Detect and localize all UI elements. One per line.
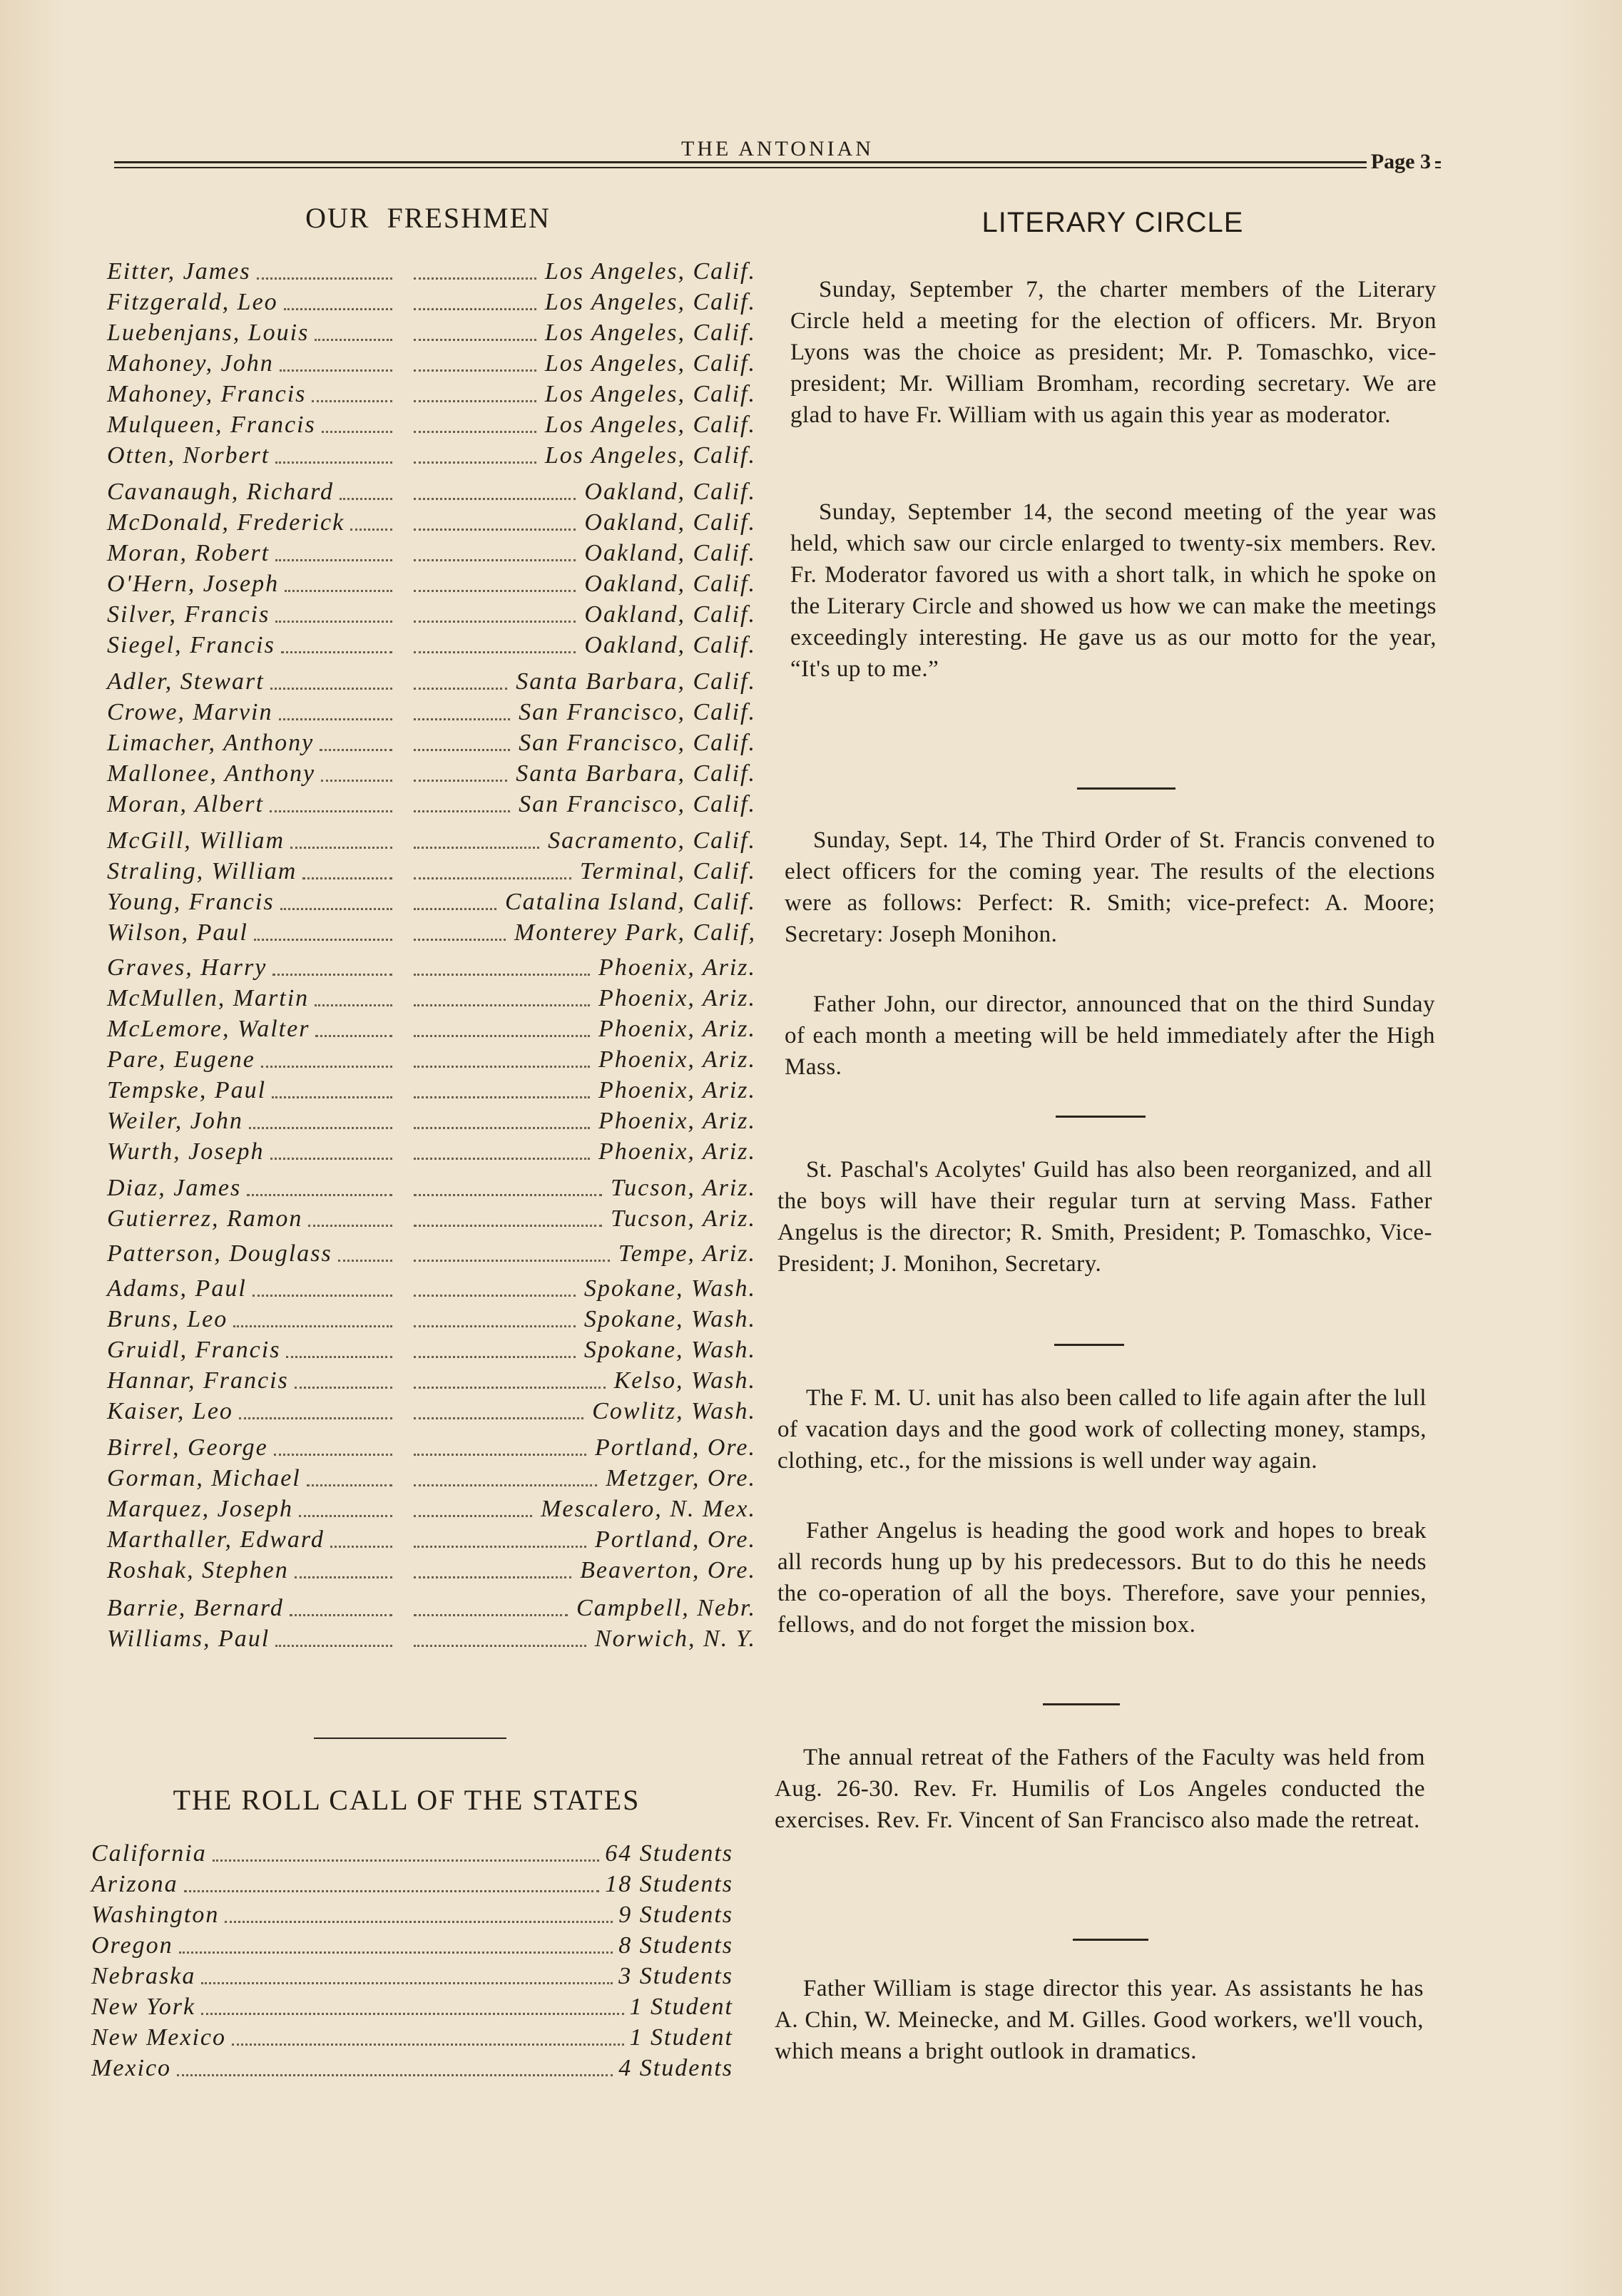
leader-dots bbox=[414, 1356, 576, 1358]
freshman-row bbox=[107, 1138, 756, 1169]
freshman-name: Otten, Norbert bbox=[107, 442, 270, 469]
leader-dots bbox=[307, 1484, 392, 1486]
leader-dots bbox=[414, 780, 507, 782]
leader-dots bbox=[285, 590, 392, 592]
publication-title bbox=[114, 137, 1441, 161]
freshman-name: Adams, Paul bbox=[107, 1275, 247, 1302]
freshman-hometown: Terminal, Calif. bbox=[577, 858, 756, 885]
freshman-hometown: Phoenix, Ariz. bbox=[596, 1077, 756, 1104]
freshman-row bbox=[107, 1626, 756, 1656]
state-name: California bbox=[91, 1840, 207, 1867]
freshman-name: Mallonee, Anthony bbox=[107, 760, 316, 787]
leader-dots bbox=[350, 529, 392, 531]
freshman-hometown: Los Angeles, Calif. bbox=[542, 442, 756, 469]
freshman-name: Gorman, Michael bbox=[107, 1465, 301, 1491]
leader-dots bbox=[414, 1225, 602, 1227]
leader-dots bbox=[315, 1004, 392, 1006]
leader-dots bbox=[286, 1356, 392, 1358]
leader-dots bbox=[281, 651, 392, 653]
roll-call-heading: THE ROLL CALL OF THE STATES bbox=[173, 1784, 641, 1816]
leader-dots bbox=[414, 847, 539, 849]
freshman-name: Graves, Harry bbox=[107, 954, 267, 981]
state-row bbox=[91, 1871, 733, 1902]
freshman-row bbox=[107, 381, 756, 412]
leader-dots bbox=[312, 400, 392, 402]
running-header bbox=[114, 137, 1441, 180]
freshman-hometown: Tempe, Ariz. bbox=[616, 1240, 756, 1267]
freshman-name: Cavanaugh, Richard bbox=[107, 479, 335, 505]
leader-dots bbox=[414, 277, 536, 280]
freshman-name: Weiler, John bbox=[107, 1108, 243, 1134]
freshman-name: Wurth, Joseph bbox=[107, 1138, 265, 1165]
leader-dots bbox=[295, 1387, 392, 1389]
freshman-name: McMullen, Martin bbox=[107, 985, 310, 1011]
freshman-hometown: Los Angeles, Calif. bbox=[542, 320, 756, 347]
fmu-paragraph: The F. M. U. unit has also been called to life again after the lull of vacation days and the good work of collecting money, stamps, clothing, etc., for the missions is well under way again. bbox=[777, 1385, 1427, 1474]
freshman-hometown: Oakland, Calif. bbox=[581, 632, 756, 659]
freshman-hometown: Phoenix, Ariz. bbox=[596, 1108, 756, 1135]
freshman-row bbox=[107, 1337, 756, 1367]
leader-dots bbox=[414, 749, 510, 751]
leader-dots bbox=[290, 847, 392, 849]
freshman-hometown: Catalina Island, Calif. bbox=[502, 889, 756, 916]
freshman-hometown: Los Angeles, Calif. bbox=[542, 412, 756, 439]
freshman-row bbox=[107, 442, 756, 473]
literary-circle-heading: LITERARY CIRCLE bbox=[981, 207, 1244, 238]
leader-dots bbox=[247, 1194, 392, 1196]
state-row bbox=[91, 2024, 733, 2055]
freshman-name: Straling, William bbox=[107, 858, 297, 884]
leader-dots bbox=[414, 877, 571, 879]
page-number: Page 3 bbox=[1367, 150, 1435, 174]
freshman-hometown: Spokane, Wash. bbox=[581, 1337, 756, 1364]
freshman-row bbox=[107, 1398, 756, 1429]
leader-dots bbox=[290, 1614, 392, 1616]
leader-dots bbox=[239, 1417, 392, 1419]
freshman-name: Eitter, James bbox=[107, 258, 251, 285]
freshman-row bbox=[107, 601, 756, 632]
leader-dots bbox=[201, 1982, 613, 1984]
student-count: 64 Students bbox=[605, 1840, 733, 1867]
freshman-row bbox=[107, 1306, 756, 1337]
state-row bbox=[91, 1963, 733, 1994]
leader-dots bbox=[414, 308, 536, 310]
leader-dots bbox=[414, 1484, 597, 1486]
freshman-hometown: Oakland, Calif. bbox=[581, 479, 756, 506]
freshman-name: O'Hern, Joseph bbox=[107, 571, 280, 597]
freshman-row bbox=[107, 699, 756, 730]
freshman-row bbox=[107, 1275, 756, 1306]
publication-title-text: THE ANTONIAN bbox=[670, 137, 885, 160]
third-order-paragraph: Sunday, Sept. 14, The Third Order of St. Francis convened to elect officers for the coming year. The results of the elections were as follows: Perfect: R. Smith; vice-prefect: A. Moore; Secretary: Joseph Monihon. bbox=[785, 827, 1435, 947]
leader-dots bbox=[414, 1515, 532, 1517]
leader-dots bbox=[414, 431, 536, 433]
freshman-name: Moran, Albert bbox=[107, 791, 264, 817]
freshman-name: Tempske, Paul bbox=[107, 1077, 267, 1103]
state-row bbox=[91, 1902, 733, 1932]
freshman-name: McLemore, Walter bbox=[107, 1016, 310, 1042]
freshman-hometown: Metzger, Ore. bbox=[603, 1465, 756, 1492]
leader-dots bbox=[270, 1158, 392, 1160]
leader-dots bbox=[315, 1035, 392, 1037]
leader-dots bbox=[254, 939, 392, 941]
leader-dots bbox=[315, 339, 392, 341]
freshman-name: Crowe, Marvin bbox=[107, 699, 273, 725]
freshman-name: McGill, William bbox=[107, 827, 285, 854]
leader-dots bbox=[414, 651, 576, 653]
freshman-row bbox=[107, 540, 756, 571]
freshman-name: Roshak, Stephen bbox=[107, 1557, 289, 1583]
leader-dots bbox=[275, 621, 392, 623]
freshman-hometown: Phoenix, Ariz. bbox=[596, 1046, 756, 1073]
freshman-hometown: Los Angeles, Calif. bbox=[542, 381, 756, 408]
freshman-row bbox=[107, 985, 756, 1016]
leader-dots bbox=[275, 1645, 392, 1647]
leader-dots bbox=[299, 1515, 392, 1517]
freshman-row bbox=[107, 258, 756, 289]
freshman-row bbox=[107, 889, 756, 919]
freshman-row bbox=[107, 1205, 756, 1236]
leader-dots bbox=[270, 810, 392, 812]
freshman-name: Fitzgerald, Leo bbox=[107, 289, 278, 315]
freshman-name: Siegel, Francis bbox=[107, 632, 275, 658]
freshman-name: Williams, Paul bbox=[107, 1626, 270, 1652]
state-name: Oregon bbox=[91, 1932, 173, 1959]
freshman-name: Mahoney, John bbox=[107, 350, 274, 377]
leader-dots bbox=[340, 498, 392, 500]
leader-dots bbox=[414, 1004, 590, 1006]
freshman-hometown: Spokane, Wash. bbox=[581, 1275, 756, 1302]
freshman-hometown: Sacramento, Calif. bbox=[545, 827, 756, 854]
leader-dots bbox=[414, 1127, 590, 1129]
freshman-name: Birrel, George bbox=[107, 1434, 268, 1461]
freshman-row bbox=[107, 289, 756, 320]
freshman-hometown: Phoenix, Ariz. bbox=[596, 954, 756, 981]
freshman-name: Marquez, Joseph bbox=[107, 1496, 294, 1522]
leader-dots bbox=[414, 810, 510, 812]
freshman-row bbox=[107, 791, 756, 822]
third-order-meeting-paragraph: Father John, our director, announced that on the third Sunday of each month a meeting will be held immediately after the High Mass. bbox=[785, 991, 1435, 1080]
freshman-hometown: San Francisco, Calif. bbox=[516, 699, 756, 726]
fmu-appeal-paragraph: Father Angelus is heading the good work and hopes to break all records hung up by his predecessors. But to do this he needs the co-operation of all the boys. Therefore, save your pennies, fellows, and do not forget the mission box. bbox=[777, 1518, 1427, 1638]
student-count: 18 Students bbox=[605, 1871, 733, 1897]
freshman-row bbox=[107, 1016, 756, 1046]
leader-dots bbox=[233, 1325, 392, 1327]
freshman-name: Marthaller, Edward bbox=[107, 1526, 325, 1553]
leader-dots bbox=[414, 1645, 586, 1647]
freshman-hometown: Campbell, Nebr. bbox=[573, 1595, 756, 1622]
freshman-hometown: Portland, Ore. bbox=[592, 1526, 756, 1553]
freshman-name: Kaiser, Leo bbox=[107, 1398, 233, 1424]
state-name: Nebraska bbox=[91, 1963, 196, 1989]
freshman-hometown: Phoenix, Ariz. bbox=[596, 1016, 756, 1043]
freshman-row bbox=[107, 1434, 756, 1465]
freshman-row bbox=[107, 632, 756, 663]
freshmen-list bbox=[107, 258, 756, 1656]
freshman-row bbox=[107, 350, 756, 381]
leader-dots bbox=[414, 1387, 606, 1389]
freshman-name: Limacher, Anthony bbox=[107, 730, 315, 756]
freshman-name: Patterson, Douglass bbox=[107, 1240, 332, 1267]
freshman-hometown: Phoenix, Ariz. bbox=[596, 985, 756, 1012]
freshman-row bbox=[107, 1465, 756, 1496]
header-rule-bottom bbox=[114, 167, 1441, 168]
freshmen-heading: OUR FRESHMEN bbox=[305, 202, 551, 234]
freshman-row bbox=[107, 858, 756, 889]
state-name: Mexico bbox=[91, 2055, 172, 2081]
leader-dots bbox=[272, 974, 392, 976]
freshman-hometown: Tucson, Ariz. bbox=[608, 1175, 756, 1202]
freshman-row bbox=[107, 479, 756, 509]
student-count: 1 Student bbox=[629, 2024, 733, 2051]
freshman-name: Luebenjans, Louis bbox=[107, 320, 310, 346]
freshman-hometown: Portland, Ore. bbox=[592, 1434, 756, 1461]
freshman-hometown: Oakland, Calif. bbox=[581, 540, 756, 567]
freshman-hometown: San Francisco, Calif. bbox=[516, 791, 756, 818]
acolytes-guild-paragraph: St. Paschal's Acolytes' Guild has also been reorganized, and all the boys will have their regular turn at serving Mass. Father Angelus is the director; R. Smith, President; P. Tomaschko, Vice-President; J. Monihon, Secretary. bbox=[777, 1157, 1432, 1277]
leader-dots bbox=[179, 1951, 613, 1954]
leader-dots bbox=[414, 461, 536, 464]
freshman-hometown: Santa Barbara, Calif. bbox=[513, 760, 756, 787]
leader-dots bbox=[414, 369, 536, 372]
leader-dots bbox=[414, 1546, 586, 1548]
leader-dots bbox=[414, 939, 506, 941]
leader-dots bbox=[257, 277, 392, 280]
leader-dots bbox=[330, 1546, 392, 1548]
freshman-hometown: Los Angeles, Calif. bbox=[542, 258, 756, 285]
student-count: 1 Student bbox=[629, 1994, 733, 2020]
leader-dots bbox=[249, 1127, 392, 1129]
freshman-hometown: Cowlitz, Wash. bbox=[589, 1398, 756, 1425]
student-count: 4 Students bbox=[618, 2055, 733, 2081]
leader-dots bbox=[414, 908, 496, 910]
leader-dots bbox=[414, 718, 510, 720]
freshman-hometown: Beaverton, Ore. bbox=[577, 1557, 756, 1584]
freshman-hometown: Oakland, Calif. bbox=[581, 571, 756, 598]
leader-dots bbox=[272, 1096, 392, 1098]
freshman-hometown: Phoenix, Ariz. bbox=[596, 1138, 756, 1165]
leader-dots bbox=[414, 1614, 568, 1616]
freshman-row bbox=[107, 668, 756, 699]
leader-dots bbox=[270, 688, 392, 690]
leader-dots bbox=[284, 308, 392, 310]
section-divider bbox=[1043, 1703, 1120, 1705]
leader-dots bbox=[177, 2074, 613, 2076]
leader-dots bbox=[322, 431, 392, 433]
freshman-row bbox=[107, 919, 756, 950]
leader-dots bbox=[280, 369, 392, 372]
leader-dots bbox=[414, 1158, 590, 1160]
leader-dots bbox=[414, 974, 590, 976]
leader-dots bbox=[308, 1225, 392, 1227]
leader-dots bbox=[414, 498, 576, 500]
section-divider bbox=[314, 1738, 506, 1739]
leader-dots bbox=[213, 1859, 599, 1862]
freshman-hometown: Oakland, Calif. bbox=[581, 601, 756, 628]
leader-dots bbox=[295, 1576, 392, 1578]
freshman-name: Gruidl, Francis bbox=[107, 1337, 281, 1363]
leader-dots bbox=[279, 718, 392, 720]
leader-dots bbox=[320, 749, 392, 751]
leader-dots bbox=[275, 461, 392, 464]
leader-dots bbox=[414, 400, 536, 402]
section-divider bbox=[1073, 1939, 1148, 1941]
section-divider bbox=[1054, 1344, 1124, 1346]
student-count: 9 Students bbox=[618, 1902, 733, 1928]
freshman-hometown: Monterey Park, Calif, bbox=[511, 919, 756, 947]
literary-paragraph-1: Sunday, September 7, the charter members of the Literary Circle held a meeting for the election of officers. Mr. Bryon Lyons was the choice as president; Mr. P. Tomaschko, vice-president; Mr. William Bromham, recording secretary. We are glad to have Fr. William with us again this year as moderator. bbox=[790, 277, 1437, 428]
freshman-name: Mulqueen, Francis bbox=[107, 412, 316, 438]
freshman-row bbox=[107, 1077, 756, 1108]
student-count: 3 Students bbox=[618, 1963, 733, 1989]
leader-dots bbox=[414, 1576, 571, 1578]
leader-dots bbox=[275, 559, 392, 561]
state-row bbox=[91, 2055, 733, 2086]
state-row bbox=[91, 1840, 733, 1871]
freshman-row bbox=[107, 1046, 756, 1077]
leader-dots bbox=[414, 339, 536, 341]
freshman-name: Adler, Stewart bbox=[107, 668, 265, 695]
leader-dots bbox=[414, 1066, 590, 1068]
leader-dots bbox=[414, 529, 576, 531]
leader-dots bbox=[232, 2044, 624, 2046]
freshman-row bbox=[107, 1595, 756, 1626]
freshman-name: McDonald, Frederick bbox=[107, 509, 345, 536]
leader-dots bbox=[414, 1295, 576, 1297]
freshman-row bbox=[107, 571, 756, 601]
freshman-hometown: Spokane, Wash. bbox=[581, 1306, 756, 1333]
freshman-row bbox=[107, 1496, 756, 1526]
state-row bbox=[91, 1994, 733, 2024]
freshman-row bbox=[107, 1108, 756, 1138]
leader-dots bbox=[280, 908, 392, 910]
freshman-hometown: Santa Barbara, Calif. bbox=[513, 668, 756, 695]
state-row bbox=[91, 1932, 733, 1963]
leader-dots bbox=[414, 1325, 576, 1327]
literary-paragraph-2: Sunday, September 14, the second meeting of the year was held, which saw our circle enlarged to twenty-six members. Rev. Fr. Moderator favored us with a short talk, in which he spoke on the Literary Circle and showed us how we can make the meetings exceedingly interesting. He gave us as our motto for the year, “It's up to me.” bbox=[790, 499, 1437, 682]
state-name: Washington bbox=[91, 1902, 220, 1928]
leader-dots bbox=[414, 559, 576, 561]
freshman-hometown: Tucson, Ariz. bbox=[608, 1205, 756, 1233]
dramatics-paragraph: Father William is stage director this year. As assistants he has A. Chin, W. Meinecke, and M. Gilles. Good workers, we'll vouch, which means a bright outlook in dramatics. bbox=[775, 1976, 1424, 2064]
freshman-name: Barrie, Bernard bbox=[107, 1595, 284, 1621]
leader-dots bbox=[338, 1260, 392, 1262]
leader-dots bbox=[414, 1260, 610, 1262]
roll-call-list bbox=[91, 1840, 733, 2086]
leader-dots bbox=[302, 877, 392, 879]
freshman-hometown: Los Angeles, Calif. bbox=[542, 289, 756, 316]
leader-dots bbox=[225, 1921, 613, 1923]
leader-dots bbox=[414, 1096, 590, 1098]
header-rule-top bbox=[114, 161, 1441, 163]
freshman-row bbox=[107, 412, 756, 442]
freshman-row bbox=[107, 760, 756, 791]
leader-dots bbox=[414, 621, 576, 623]
leader-dots bbox=[184, 1890, 599, 1892]
freshman-name: Gutierrez, Ramon bbox=[107, 1205, 303, 1232]
freshman-name: Moran, Robert bbox=[107, 540, 270, 566]
freshman-row bbox=[107, 1367, 756, 1398]
freshman-name: Diaz, James bbox=[107, 1175, 242, 1201]
leader-dots bbox=[414, 1194, 602, 1196]
freshman-row bbox=[107, 730, 756, 760]
freshman-row bbox=[107, 1557, 756, 1588]
freshman-name: Bruns, Leo bbox=[107, 1306, 228, 1332]
freshman-row bbox=[107, 320, 756, 350]
leader-dots bbox=[414, 688, 507, 690]
freshman-hometown: Los Angeles, Calif. bbox=[542, 350, 756, 377]
freshman-name: Pare, Eugene bbox=[107, 1046, 255, 1073]
student-count: 8 Students bbox=[618, 1932, 733, 1959]
freshman-name: Young, Francis bbox=[107, 889, 275, 915]
section-divider bbox=[1056, 1116, 1146, 1118]
freshman-row bbox=[107, 1175, 756, 1205]
freshman-hometown: San Francisco, Calif. bbox=[516, 730, 756, 757]
freshman-hometown: Oakland, Calif. bbox=[581, 509, 756, 536]
freshman-row bbox=[107, 1526, 756, 1557]
leader-dots bbox=[414, 590, 576, 592]
freshman-hometown: Kelso, Wash. bbox=[611, 1367, 756, 1394]
freshman-row bbox=[107, 954, 756, 985]
leader-dots bbox=[414, 1035, 590, 1037]
freshman-name: Silver, Francis bbox=[107, 601, 270, 628]
state-name: Arizona bbox=[91, 1871, 178, 1897]
freshman-hometown: Norwich, N. Y. bbox=[592, 1626, 756, 1653]
leader-dots bbox=[274, 1454, 392, 1456]
freshman-name: Wilson, Paul bbox=[107, 919, 248, 946]
section-divider bbox=[1077, 787, 1175, 790]
leader-dots bbox=[253, 1295, 392, 1297]
leader-dots bbox=[201, 2013, 624, 2015]
freshman-name: Mahoney, Francis bbox=[107, 381, 307, 407]
freshman-row bbox=[107, 509, 756, 540]
freshman-row bbox=[107, 1240, 756, 1271]
leader-dots bbox=[321, 780, 392, 782]
state-name: New Mexico bbox=[91, 2024, 226, 2051]
leader-dots bbox=[414, 1454, 586, 1456]
state-name: New York bbox=[91, 1994, 196, 2020]
retreat-paragraph: The annual retreat of the Fathers of the Faculty was held from Aug. 26-30. Rev. Fr. Humilis of Los Angeles conducted the exercises. Rev. Fr. Vincent of San Francisco also made the retreat. bbox=[775, 1745, 1425, 1833]
leader-dots bbox=[261, 1066, 392, 1068]
freshman-name: Hannar, Francis bbox=[107, 1367, 289, 1394]
leader-dots bbox=[414, 1417, 583, 1419]
freshman-row bbox=[107, 827, 756, 858]
freshman-hometown: Mescalero, N. Mex. bbox=[538, 1496, 756, 1523]
